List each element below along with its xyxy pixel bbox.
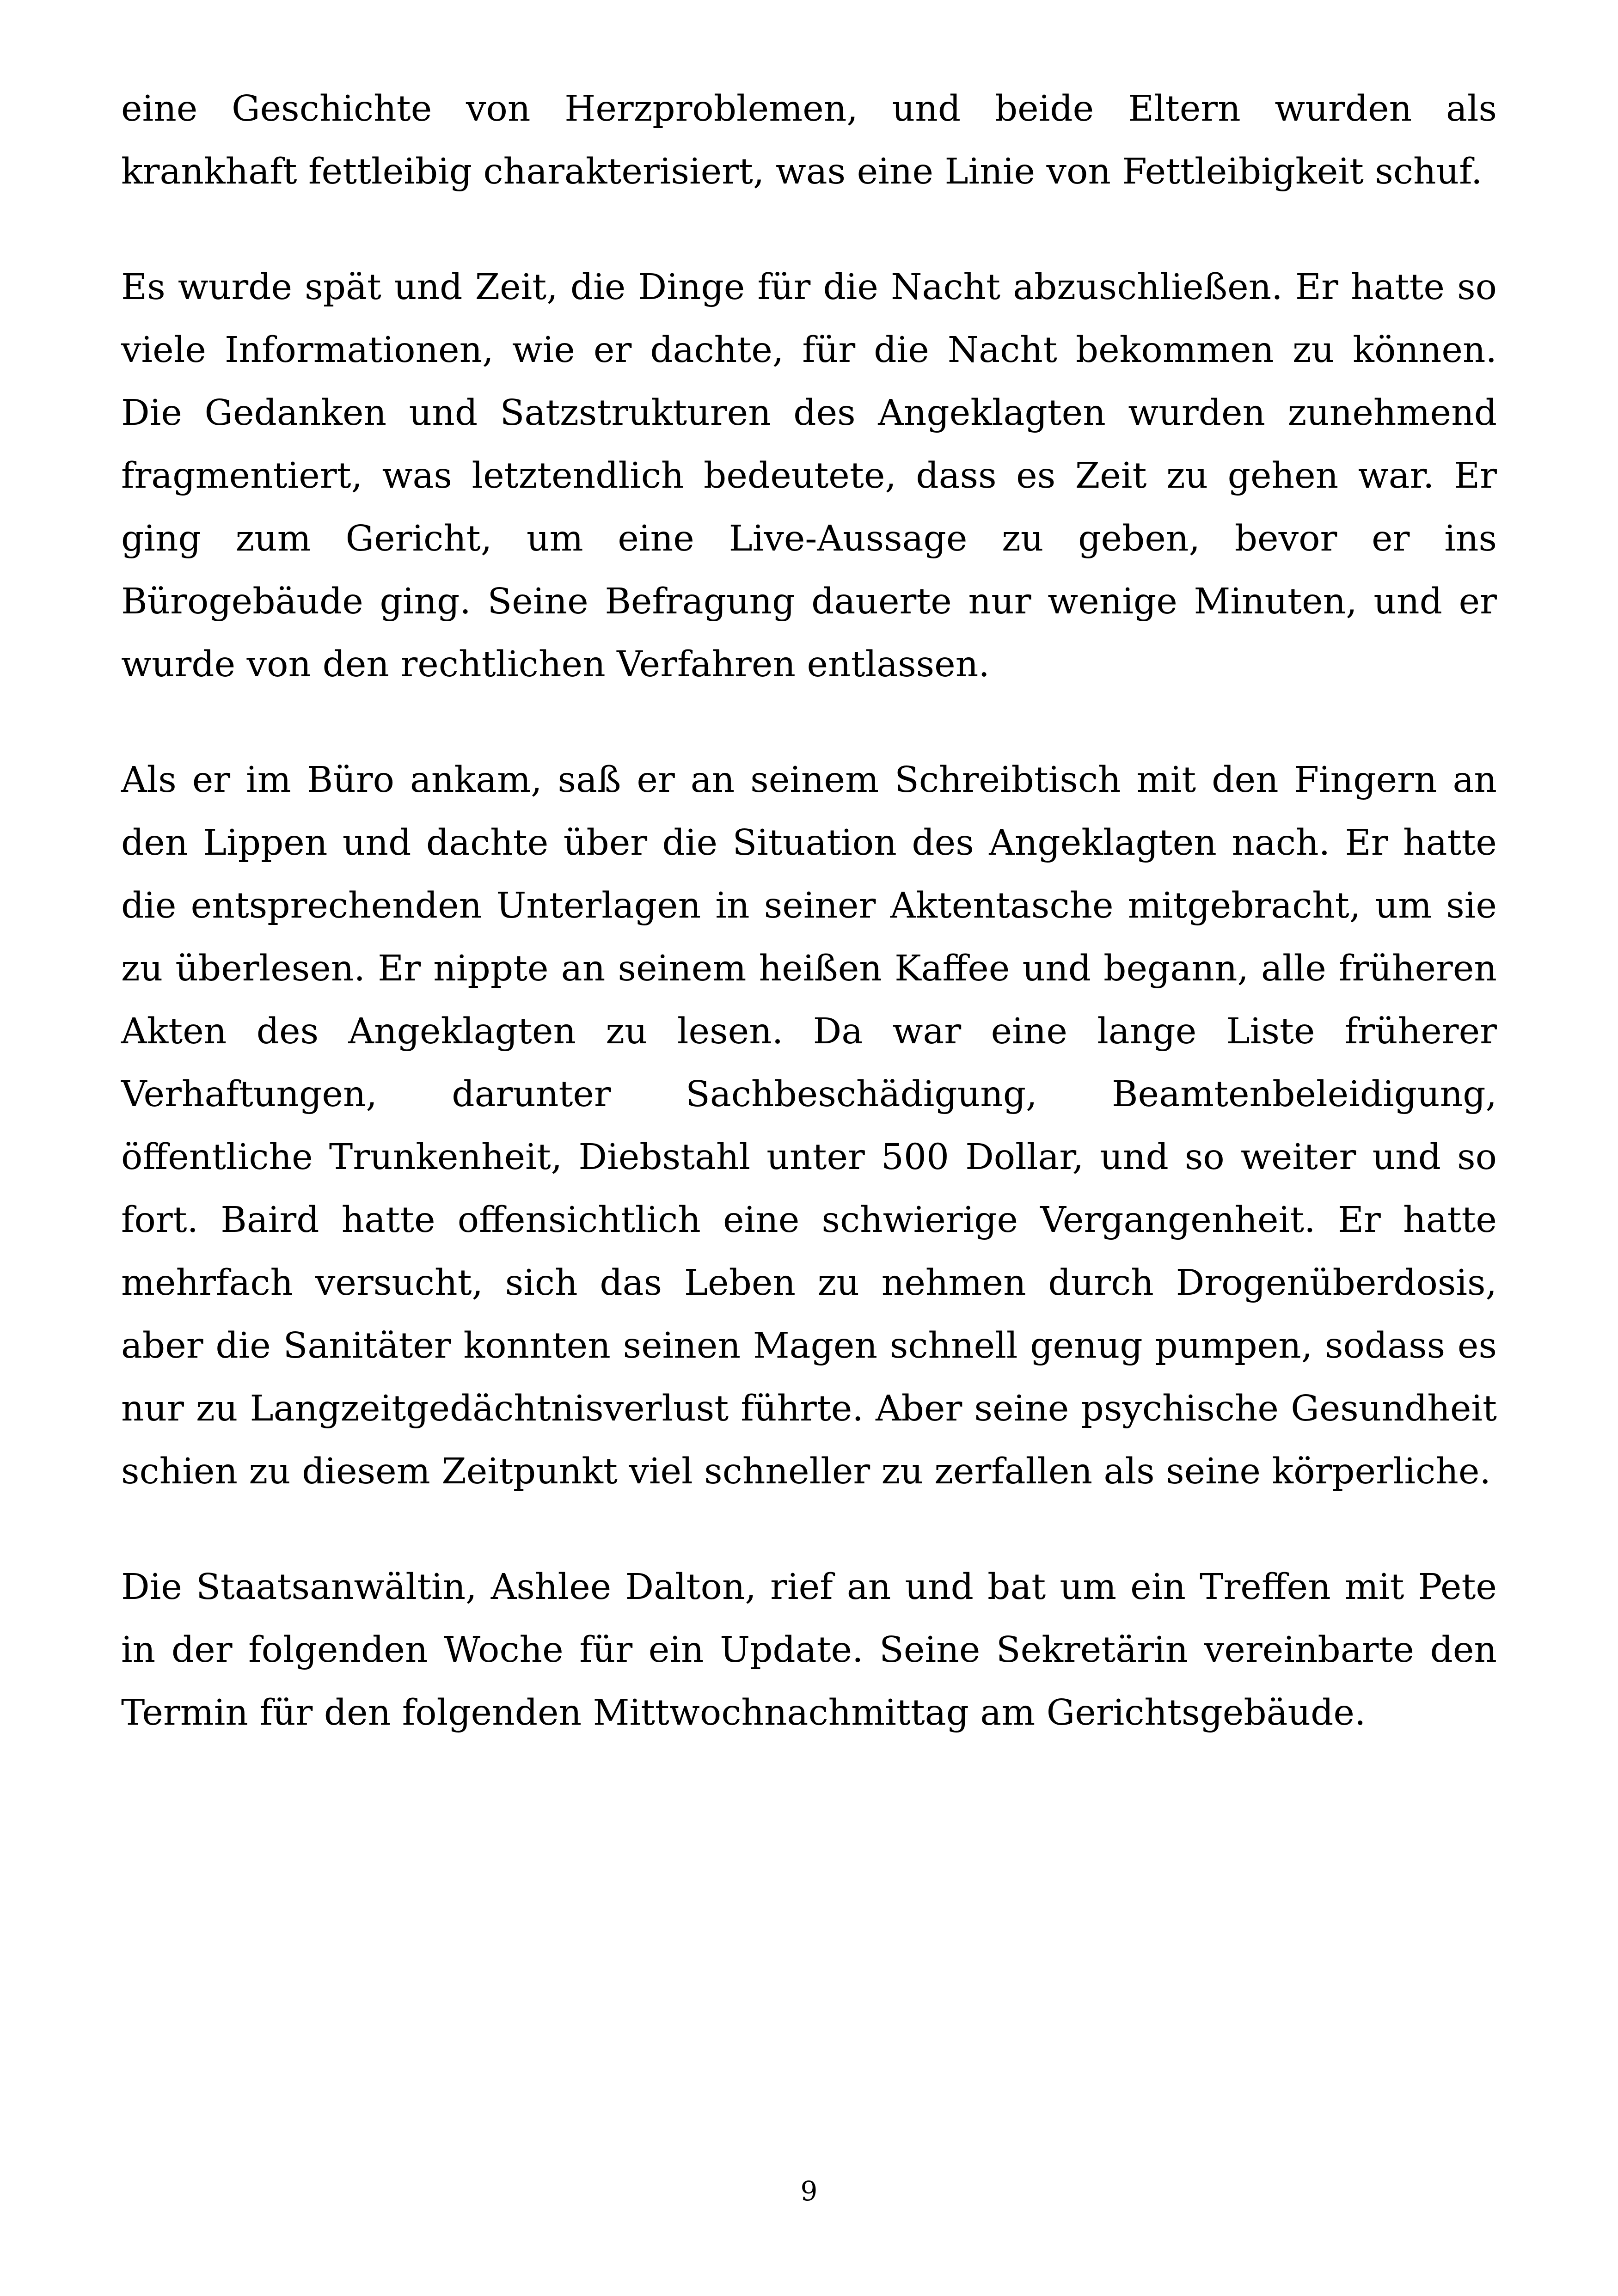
page-number: 9 <box>800 2175 818 2207</box>
paragraph-4: Die Staatsanwältin, Ashlee Dalton, rief an und bat um ein Treffen mit Pete in der folgenden Woche für ein Update. Seine Sekretärin vereinbarte den Termin für den folgenden Mittwochnachmittag am Gerichtsgebäude. <box>121 1567 1497 1733</box>
body-text <box>121 78 1497 1797</box>
paragraph-2: Es wurde spät und Zeit, die Dinge für die Nacht abzuschließen. Er hatte so viele Informationen, wie er dachte, für die Nacht bekommen zu können. Die Gedanken und Satzstrukturen des Angeklagten wurden zunehmend fragmentiert, was letztendlich bedeutete, dass es Zeit zu gehen war. Er ging zum Gericht, um eine Live-Aussage zu geben, bevor er ins Bürogebäude ging. Seine Befragung dauerte nur wenige Minuten, und er wurde von den rechtlichen Verfahren entlassen. <box>121 267 1497 685</box>
paragraph-3: Als er im Büro ankam, saß er an seinem Schreibtisch mit den Fingern an den Lippen und dachte über die Situation des Angeklagten nach. Er hatte die entsprechenden Unterlagen in seiner Aktentasche mitgebracht, um sie zu überlesen. Er nippte an seinem heißen Kaffee und begann, alle früheren Akten des Angeklagten zu lesen. Da war eine lange Liste früherer Verhaftungen, darunter Sachbeschädigung, Beamtenbeleidigung, öffentliche Trunkenheit, Diebstahl unter 500 Dollar, und so weiter und so fort. Baird hatte offensichtlich eine schwierige Vergangenheit. Er hatte mehrfach versucht, sich das Leben zu nehmen durch Drogenüberdosis, aber die Sanitäter konnten seinen Magen schnell genug pumpen, sodass es nur zu Langzeitgedächtnisverlust führte. Aber seine psychische Gesundheit schien zu diesem Zeitpunkt viel schneller zu zerfallen als seine körperliche. <box>121 759 1497 1492</box>
paragraph-1: eine Geschichte von Herzproblemen, und beide Eltern wurden als krankhaft fettleibig charakterisiert, was eine Linie von Fettleibigkeit schuf. <box>121 88 1497 192</box>
